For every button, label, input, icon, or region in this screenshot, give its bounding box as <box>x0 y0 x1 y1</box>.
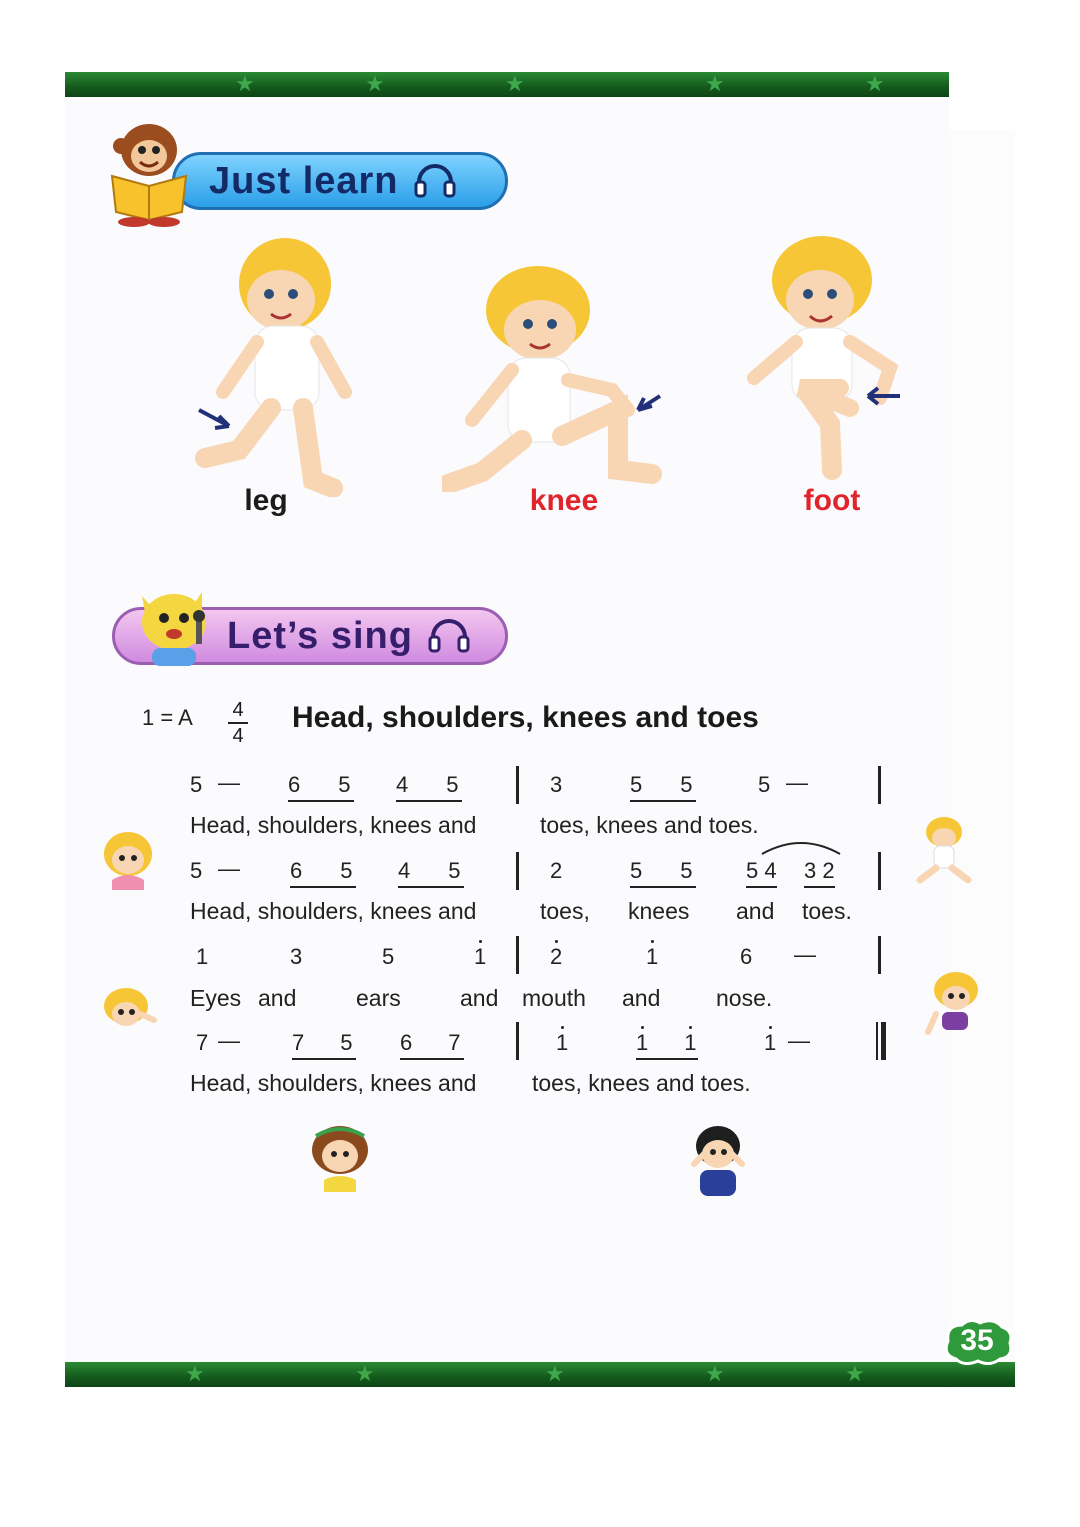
note: 5 <box>382 944 395 969</box>
note-high: 1 <box>646 944 659 969</box>
star-icon: ★ <box>355 1362 375 1386</box>
note-pair: 5 4 <box>746 858 777 888</box>
time-signature-bottom: 4 <box>232 725 244 747</box>
lyric-word: toes, <box>540 898 590 924</box>
lyric-line: toes, knees and toes. <box>532 1070 751 1096</box>
boy-waving-icon <box>922 968 986 1038</box>
star-icon: ★ <box>705 1362 725 1386</box>
song-title: Head, shoulders, knees and toes <box>292 701 759 734</box>
note-pair: 6 5 <box>290 858 356 888</box>
note-pair: 5 5 <box>630 858 696 888</box>
page-number: 35 <box>960 1324 994 1357</box>
note-pair: 3 2 <box>804 858 835 888</box>
bar-line <box>516 852 519 890</box>
lyric-word: Eyes <box>190 985 242 1011</box>
bar-line <box>878 936 881 974</box>
girl-pointing-nose-icon <box>302 1122 378 1194</box>
note-pair: 4 5 <box>398 858 464 888</box>
leg-illustration <box>185 222 365 497</box>
knee-illustration <box>442 260 672 492</box>
note-high: 1 <box>764 1030 777 1055</box>
bar-line <box>516 766 519 804</box>
headphones-icon[interactable] <box>427 619 471 653</box>
note: 2 <box>550 858 563 883</box>
boy-pointing-eyes-icon <box>686 1124 750 1198</box>
lyric-word: mouth <box>522 985 586 1011</box>
note-dash: — <box>218 1028 240 1053</box>
note: 5 <box>190 772 203 797</box>
foot-illustration <box>740 228 910 484</box>
note: 5 <box>758 772 771 797</box>
lyric-line: Head, shoulders, knees and <box>190 1070 477 1096</box>
lyric-word: and <box>622 985 661 1011</box>
star-icon: ★ <box>545 1362 565 1386</box>
boy-touching-knee-icon <box>910 814 976 886</box>
girl-head-icon <box>96 826 160 892</box>
lyric-word: and <box>736 898 775 924</box>
bar-line <box>878 852 881 890</box>
star-icon: ★ <box>705 72 725 96</box>
star-icon: ★ <box>185 1362 205 1386</box>
star-icon: ★ <box>865 72 885 96</box>
lyric-line: toes, knees and toes. <box>540 812 759 838</box>
star-icon: ★ <box>845 1362 865 1386</box>
note: 6 <box>740 944 753 969</box>
star-icon: ★ <box>365 72 385 96</box>
note-high: 2 <box>550 944 563 969</box>
note: 3 <box>550 772 563 797</box>
just-learn-banner <box>172 152 508 210</box>
lyric-word: toes. <box>802 898 852 924</box>
note: 3 <box>290 944 303 969</box>
final-bar-thin <box>876 1022 878 1060</box>
boy-pointing-ear-icon <box>96 984 160 1040</box>
note-dash: — <box>218 770 240 795</box>
note-high: 1 <box>474 944 487 969</box>
just-learn-heading: Just learn <box>209 159 399 202</box>
page-edge <box>949 130 1015 1362</box>
note: 7 <box>196 1030 209 1055</box>
time-signature-top: 4 <box>232 699 244 721</box>
note-pair: 6 5 <box>288 772 354 802</box>
note-pair: 7 5 <box>292 1030 356 1060</box>
lyric-word: and <box>258 985 297 1011</box>
note-pair: 6 7 <box>400 1030 464 1060</box>
lets-sing-heading: Let’s sing <box>227 614 413 657</box>
word-foot: foot <box>803 484 861 517</box>
bar-line <box>878 766 881 804</box>
lyric-line: Head, shoulders, knees and <box>190 898 477 924</box>
note: 1 <box>196 944 209 969</box>
cat-mascot-icon <box>132 578 218 668</box>
note-dash: — <box>218 856 240 881</box>
slur <box>760 836 842 856</box>
word-leg: leg <box>244 484 288 517</box>
headphones-icon[interactable] <box>413 164 457 198</box>
note-dash: — <box>786 770 808 795</box>
monkey-mascot-icon <box>104 116 194 228</box>
song-key: 1 = A <box>142 705 193 730</box>
note-pair: 1 1 <box>636 1030 698 1060</box>
top-decorative-band <box>65 72 949 97</box>
lyric-word: nose. <box>716 985 773 1011</box>
star-icon: ★ <box>505 72 525 96</box>
note-pair: 5 5 <box>630 772 696 802</box>
note: 5 <box>190 858 203 883</box>
note-dash: — <box>794 942 816 967</box>
bar-line <box>516 1022 519 1060</box>
final-bar-thick <box>881 1022 886 1060</box>
note-dash: — <box>788 1028 810 1053</box>
lyric-word: and <box>460 985 499 1011</box>
note-high: 1 <box>556 1030 569 1055</box>
lyric-line: Head, shoulders, knees and <box>190 812 477 838</box>
note-pair: 4 5 <box>396 772 462 802</box>
lyric-word: ears <box>356 985 401 1011</box>
lyric-word: knees <box>628 898 690 924</box>
star-icon: ★ <box>235 72 255 96</box>
bar-line <box>516 936 519 974</box>
bottom-decorative-band <box>65 1362 1015 1387</box>
word-knee: knee <box>529 484 599 517</box>
time-signature <box>228 700 248 746</box>
